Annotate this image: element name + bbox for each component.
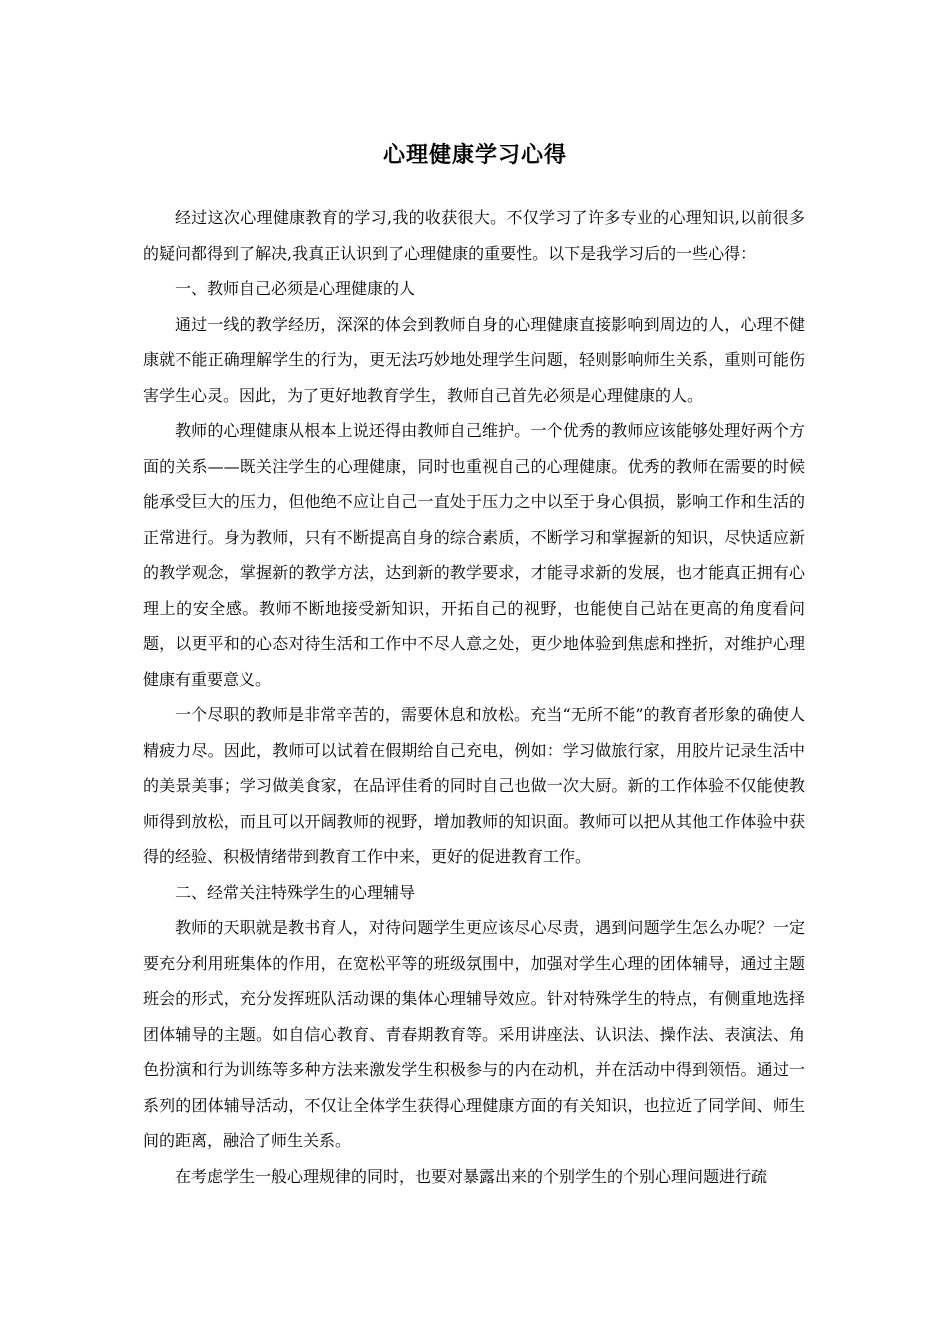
section-heading-1: 一、教师自己必须是心理健康的人 — [175, 279, 416, 298]
paragraph: 教师的天职就是教书育人，对待问题学生更应该尽心尽责，遇到问题学生怎么办呢？一定要充分利用班集体的作用，在宽松平等的班级氛围中，加强对学生心理的团体辅导，通过主题班会的形式，充分发挥班队活动课的集体心理辅导效应。针对特殊学生的特点，有侧重地选择团体辅导的主题。如自信心教育、青春期教育等。采用讲座法、认识法、操作法、表演法、角色扮演和行为训练等多种方法来激发学生积极参与的内在动机，并在活动中得到领悟。通过一系列的团体辅导活动，不仅让全体学生获得心理健康方面的有关知识，也拉近了同学间、师生间的距离，融洽了师生关系。 — [143, 918, 805, 1150]
paragraph-intro: 经过这次心理健康教育的学习,我的收获很大。不仅学习了许多专业的心理知识,以前很多的疑问都得到了解决,我真正认识到了心理健康的重要性。以下是我学习后的一些心得： — [143, 208, 805, 263]
section-heading-2: 二、经常关注特殊学生的心理辅导 — [175, 882, 416, 902]
paragraph: 在考虑学生一般心理规律的同时，也要对暴露出来的个别学生的个别心理问题进行疏 — [175, 1166, 768, 1186]
paragraph: 教师的心理健康从根本上说还得由教师自己维护。一个优秀的教师应该能够处理好两个方面的关系——既关注学生的心理健康，同时也重视自己的心理健康。优秀的教师在需要的时候能承受巨大的压力，但他绝不应让自己一直处于压力之中以至于身心俱损，影响工作和生活的正常进行。身为教师，只有不断提高自身的综合素质，不断学习和掌握新的知识，尽快适应新的教学观念，掌握新的教学方法，达到新的教学要求，才能寻求新的发展，也才能真正拥有心理上的安全感。教师不断地接受新知识，开拓自己的视野，也能使自己站在更高的角度看问题，以更平和的心态对待生活和工作中不尽人意之处，更少地体验到焦虑和挫折，对维护心理健康有重要意义。 — [143, 421, 805, 689]
document-body — [143, 200, 805, 1194]
paragraph: 通过一线的教学经历，深深的体会到教师自身的心理健康直接影响到周边的人，心理不健康就不能正确理解学生的行为，更无法巧妙地处理学生问题，轻则影响师生关系，重则可能伤害学生心灵。因此，为了更好地教育学生，教师自己首先必须是心理健康的人。 — [143, 314, 805, 405]
document-title: 心理健康学习心得 — [382, 142, 567, 168]
paragraph: 一个尽职的教师是非常辛苦的，需要休息和放松。充当“无所不能”的教育者形象的确使人精疲力尽。因此，教师可以试着在假期给自己充电，例如：学习做旅行家，用胶片记录生活中的美景美事；学习做美食家，在品评佳肴的同时自己也做一次大厨。新的工作体验不仅能使教师得到放松，而且可以开阔教师的视野，增加教师的知识面。教师可以把从其他工作体验中获得的经验、积极情绪带到教育工作中来，更好的促进教育工作。 — [143, 705, 805, 866]
